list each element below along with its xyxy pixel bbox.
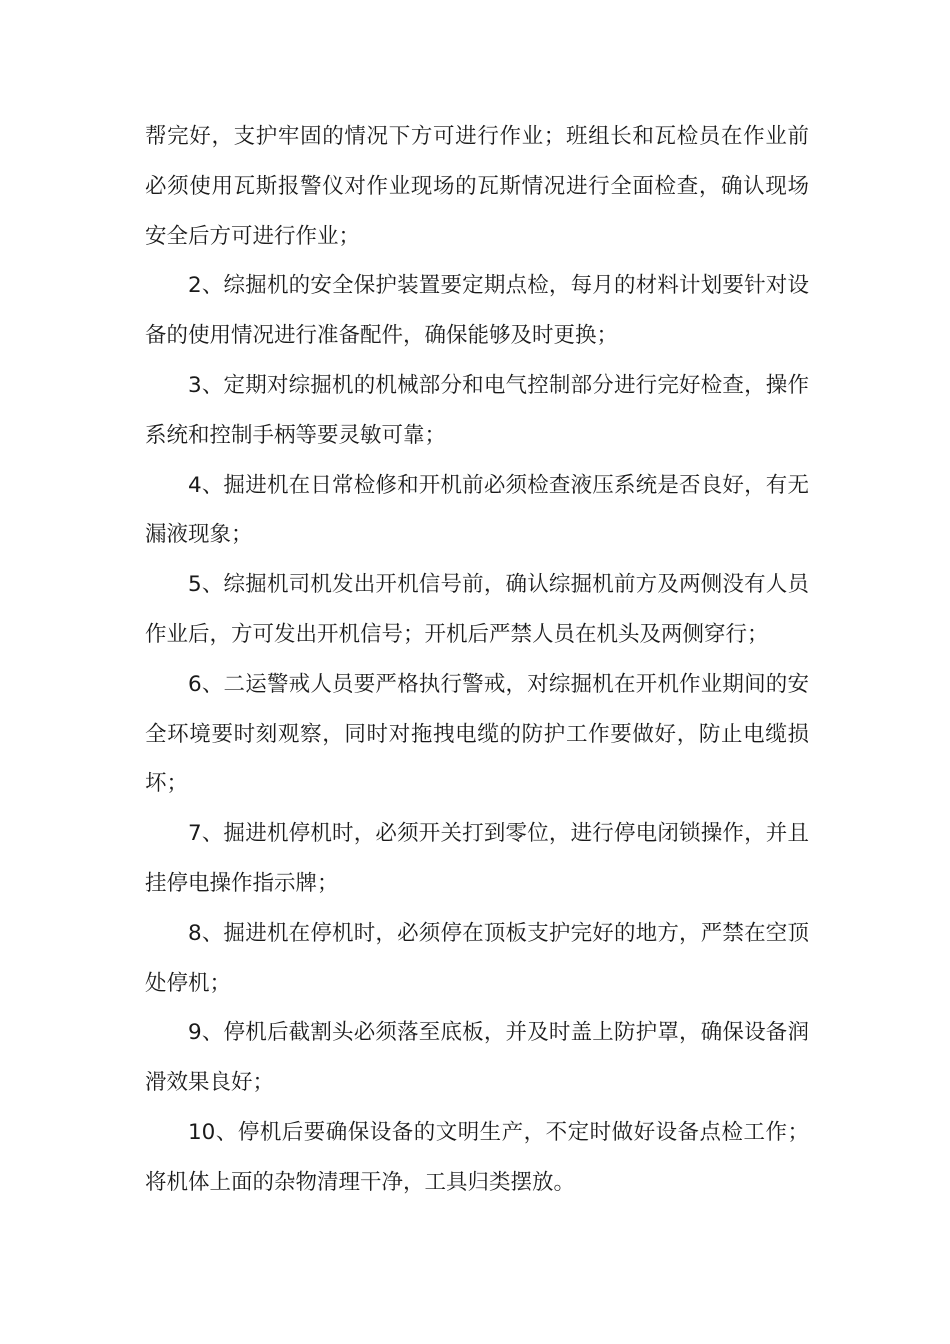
paragraph-item-6: 6、二运警戒人员要严格执行警戒，对综掘机在开机作业期间的安全环境要时刻观察，同时对拖拽电缆的防护工作要做好，防止电缆损坏；: [145, 671, 809, 797]
paragraph-item-8: 8、掘进机在停机时，必须停在顶板支护完好的地方，严禁在空顶处停机；: [145, 920, 809, 996]
paragraph-item-5: 5、综掘机司机发出开机信号前，确认综掘机前方及两侧没有人员作业后，方可发出开机信号；开机后严禁人员在机头及两侧穿行；: [145, 572, 809, 647]
paragraph-item-9: 9、停机后截割头必须落至底板，并及时盖上防护罩，确保设备润滑效果良好；: [145, 1020, 809, 1096]
paragraph-item-10: 10、停机后要确保设备的文明生产，不定时做好设备点检工作；将机体上面的杂物清理干净，工具归类摆放。: [145, 1119, 809, 1195]
document-body: [145, 112, 809, 1208]
paragraph-item-2: 2、综掘机的安全保护装置要定期点检，每月的材料计划要针对设备的使用情况进行准备配件，确保能够及时更换；: [145, 273, 809, 349]
paragraph-item-3: 3、定期对综掘机的机械部分和电气控制部分进行完好检查，操作系统和控制手柄等要灵敏可靠；: [145, 372, 809, 448]
paragraph-item-7: 7、掘进机停机时，必须开关打到零位，进行停电闭锁操作，并且挂停电操作指示牌；: [145, 821, 809, 896]
paragraph-item-4: 4、掘进机在日常检修和开机前必须检查液压系统是否良好，有无漏液现象；: [145, 472, 809, 548]
paragraph-continuation: 帮完好，支护牢固的情况下方可进行作业；班组长和瓦检员在作业前必须使用瓦斯报警仪对作业现场的瓦斯情况进行全面检查，确认现场安全后方可进行作业；: [145, 124, 809, 249]
